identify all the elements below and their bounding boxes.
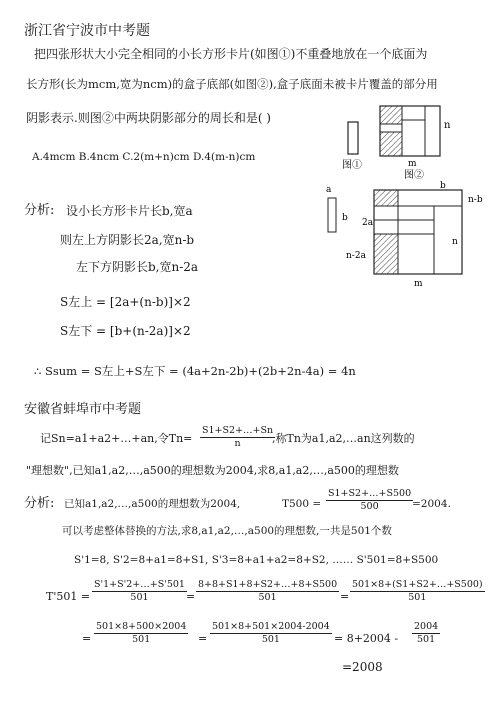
diagram-label-b: b xyxy=(342,213,348,223)
t501-f4-den: 501 xyxy=(132,634,151,645)
problem1-heading: 浙江省宁波市中考题 xyxy=(24,23,150,39)
problem1-options: A.4mcm B.4ncm C.2(m+n)cm D.4(m-n)cm xyxy=(32,151,256,163)
fig2-label-m: m xyxy=(408,159,417,169)
problem1-body-line2: 长方形(长为mcm,宽为ncm)的盒子底部(如图②),盒子底面未被卡片覆盖的部分用 xyxy=(26,77,438,91)
fig2-caption: 图② xyxy=(404,170,424,181)
problem1-body-line1: 把四张形状大小完全相同的小长方形卡片(如图①)不重叠地放在一个底面为 xyxy=(34,47,428,61)
t500-fraction-den: 500 xyxy=(360,501,379,512)
t501-f3-den: 501 xyxy=(408,592,427,603)
problem2-heading: 安徽省蚌埠市中考题 xyxy=(24,402,142,417)
analysis2-t500-fraction xyxy=(326,488,413,513)
analysis1-eq3: ∴ Ssum = S左上+S左下 = (4a+2n-2b)+(2b+2n-4a) = 4n xyxy=(34,364,356,378)
t501-f1-num: S'1+S'2+…+S'501 xyxy=(94,579,185,590)
t501-f6-num: 2004 xyxy=(414,621,439,632)
t501-f5-num: 501×8+501×2004-2004 xyxy=(212,621,330,632)
card-a-b xyxy=(328,198,336,232)
analysis2-line1-post: =2004. xyxy=(412,498,451,510)
analysis2-line2: 可以考虑整体替换的方法,求8,a1,a2,…,a500的理想数,一共是501个数 xyxy=(62,525,392,537)
problem2-line2: "理想数",已知a1,a2,…,a500的理想数为2004,求8,a1,a2,…,a500的理想数 xyxy=(26,464,399,477)
analysis1-line2: 则左上方阴影长2a,宽n-b xyxy=(60,233,195,247)
t501-f5-den: 501 xyxy=(261,634,280,645)
t501-f2-num: 8+8+S1+8+S2+…+8+S500 xyxy=(198,579,338,590)
t500-fraction-num: S1+S2+…+S500 xyxy=(328,488,412,499)
t501-fraction-1 xyxy=(92,579,187,604)
diagram-label-n-b: n-b xyxy=(468,195,483,205)
fig2-label-n: n xyxy=(444,120,451,131)
t501-f6-den: 501 xyxy=(417,634,436,645)
problem2-fraction-num: S1+S2+…+Sn xyxy=(202,425,274,436)
fig2-box xyxy=(380,106,440,156)
t501-fraction-4 xyxy=(94,621,188,646)
t501-fraction-5 xyxy=(210,621,332,646)
equals-1: = xyxy=(186,590,196,603)
diagram-label-a: a xyxy=(326,185,332,195)
equals-2: = xyxy=(340,590,350,603)
diagram-label-n-2a: n-2a xyxy=(346,251,366,261)
equals-3: = xyxy=(82,632,92,645)
analysis2-line3: S'1=8, S'2=8+a1=8+S1, S'3=8+a1+a2=8+S2, …… S'501=8+S500 xyxy=(74,554,439,566)
fig1-caption: 图① xyxy=(342,160,362,171)
fig1-card xyxy=(348,122,358,154)
analysis2-label: 分析: xyxy=(24,496,55,511)
t501-f2-den: 501 xyxy=(258,592,277,603)
t501-fraction-3 xyxy=(350,579,485,604)
problem2-fraction xyxy=(200,425,275,450)
analysis1-eq1: S左上 = [2a+(n-b)]×2 xyxy=(60,295,191,309)
problem1-figures xyxy=(330,100,470,190)
t501-f4-num: 501×8+500×2004 xyxy=(96,621,187,632)
analysis2-result: =2008 xyxy=(342,660,383,674)
t501-fraction-6 xyxy=(412,621,440,646)
diagram-label-m: m xyxy=(414,279,423,289)
t501-label: T'501 = xyxy=(46,590,91,603)
diagram-label-2a: 2a xyxy=(362,218,374,228)
analysis1-line3: 左下方阴影长b,宽n-2a xyxy=(76,260,199,274)
equals-4: = xyxy=(198,632,208,645)
problem1-body-line3: 阴影表示.则图②中两块阴影部分的周长和是( ) xyxy=(26,111,271,125)
analysis2-tail: = 8+2004 - xyxy=(334,632,399,645)
problem2-line1-post: ,称Tn为a1,a2,…an这列数的 xyxy=(272,432,415,445)
analysis2-t500: T500 = xyxy=(282,498,322,510)
t501-f1-den: 501 xyxy=(130,592,149,603)
analysis1-line1: 设小长方形卡片长b,宽a xyxy=(66,204,193,218)
problem2-fraction-den: n xyxy=(234,438,241,449)
diagram-label-n: n xyxy=(452,237,458,247)
diagram-label-b-top: b xyxy=(440,181,446,191)
analysis1-label: 分析: xyxy=(24,203,55,218)
analysis1-diagram xyxy=(322,180,492,290)
problem2-line1-pre: 记Sn=a1+a2+…+an,令Tn= xyxy=(40,432,193,445)
analysis1-eq2: S左下 = [b+(n-2a)]×2 xyxy=(60,324,191,338)
t501-f3-num: 501×8+(S1+S2+…+S500) xyxy=(352,579,483,590)
analysis-box xyxy=(374,190,462,274)
analysis2-line1-pre: 已知a1,a2,…,a500的理想数为2004, xyxy=(64,498,241,510)
t501-fraction-2 xyxy=(196,579,339,604)
